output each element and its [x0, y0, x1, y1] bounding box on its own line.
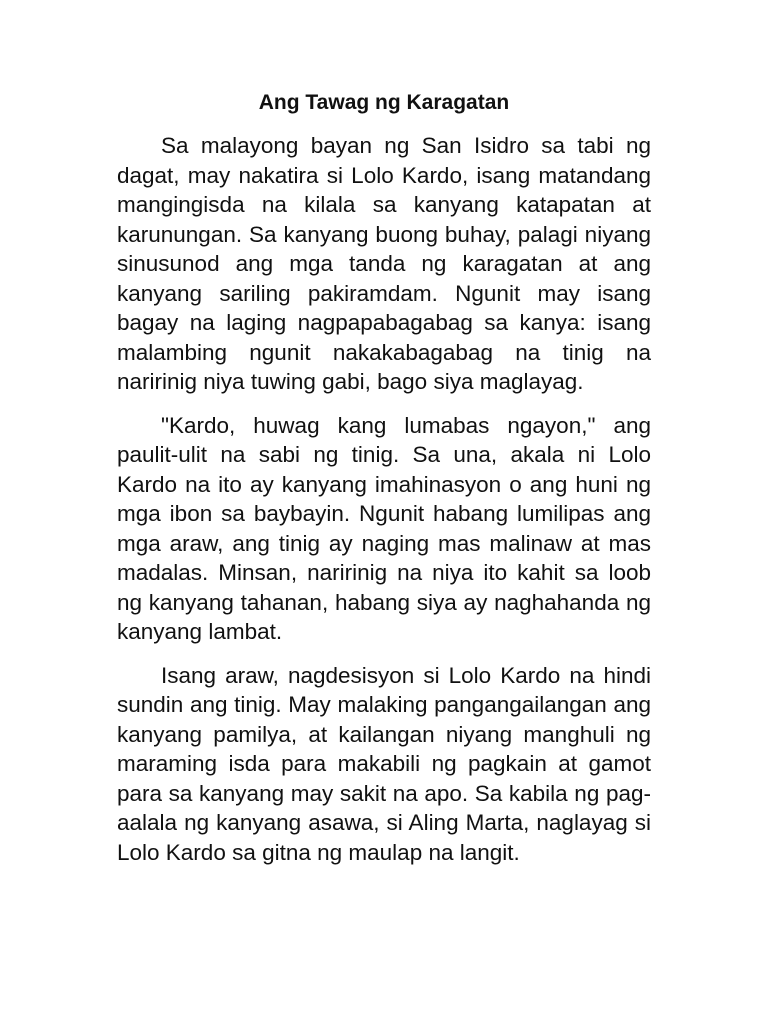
paragraph: Isang araw, nagdesisyon si Lolo Kardo na hindi sundin ang tinig. May malaking pangangailangan ang kanyang pamilya, at kailangan niyang manghuli ng maraming isda para makabili ng pagkain at gamot para sa kanyang may sakit na apo. Sa kabila ng pag-aalala ng kanyang asawa, si Aling Marta, naglayag si Lolo Kardo sa gitna ng maulap na langit.: [117, 662, 651, 865]
paragraph: Sa malayong bayan ng San Isidro sa tabi ng dagat, may nakatira si Lolo Kardo, isang matandang mangingisda na kilala sa kanyang katapatan at karunungan. Sa kanyang buong buhay, palagi niyang sinusunod ang mga tanda ng karagatan at ang kanyang sariling pakiramdam. Ngunit may isang bagay na laging nagpapabagabag sa kanya: isang malambing ngunit nakakabagabag na tinig na naririnig niya tuwing gabi, bago siya maglayag.: [117, 133, 651, 394]
paragraph: "Kardo, huwag kang lumabas ngayon," ang paulit-ulit na sabi ng tinig. Sa una, akala ni Lolo Kardo na ito ay kanyang imahinasyon o ang huni ng mga ibon sa baybayin. Ngunit habang lumilipas ang mga araw, ang tinig ay naging mas malinaw at mas madalas. Minsan, naririnig na niya ito kahit sa loob ng kanyang tahanan, habang siya ay naghahanda ng kanyang lambat.: [117, 412, 651, 644]
document-body: [117, 88, 651, 881]
document-title: Ang Tawag ng Karagatan: [258, 91, 510, 114]
